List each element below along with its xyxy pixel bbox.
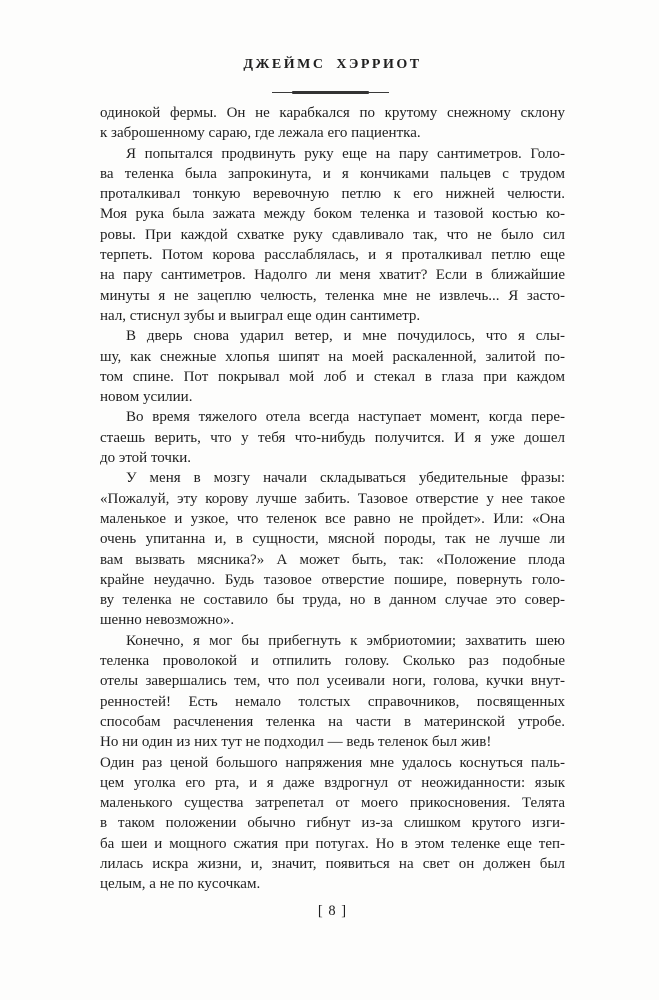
- text-line: до этой точки.: [100, 450, 192, 467]
- text-line: одинокой фермы. Он не карабкался по крутому снежному склону: [100, 105, 565, 121]
- text-line: Один раз ценой большого напряжения мне удалось коснуться паль-: [100, 754, 565, 771]
- text-block: [100, 103, 565, 895]
- page-number: [ 8 ]: [317, 903, 348, 919]
- text-line: стаешь верить, что у тебя что-нибудь получится. И я уже дошел: [100, 429, 565, 446]
- text-line: ба шеи и мощного сжатия при потугах. Но в этом теленке еще теп-: [100, 835, 565, 852]
- text-line: теленка проволокой и отпилить голову. Сколько раз подобные: [100, 653, 565, 670]
- text-line: Во время тяжелого отела всегда наступает момент, когда пере-: [126, 409, 565, 426]
- text-line: В дверь снова ударил ветер, и мне почудилось, что я слы-: [126, 328, 565, 345]
- text-line: том спине. Пот покрывал мой лоб и стекал в глаза при каждом: [100, 368, 565, 385]
- paragraph: [100, 631, 565, 753]
- text-line: очень упитанна и, в сущности, мясной породы, так не лучше ли: [100, 531, 565, 548]
- paragraph: [100, 407, 565, 468]
- text-line: ву теленка не составило бы труда, но в данном случае это совер-: [100, 592, 565, 609]
- text-line: Но ни один из них тут не подходил — ведь теленок был жив!: [100, 734, 492, 751]
- text-line: целым, а не по кусочкам.: [100, 876, 261, 893]
- text-line: цем уголка его рта, и я даже вздрогнул от неожиданности: язык: [100, 774, 565, 791]
- text-line: лилась искра жизни, и, значит, появиться на свет он должен был: [100, 855, 565, 872]
- text-line: проталкивал тонкую веревочную петлю к его нижней челюсти.: [100, 186, 565, 203]
- text-line: к заброшенному сараю, где лежала его пациентка.: [100, 125, 421, 142]
- text-line: шу, как снежные хлопья шипят на моей раскаленной, залитой по-: [100, 348, 565, 365]
- text-line: ровы. При каждой схватке руку сдавливало так, что не было сил: [100, 226, 565, 243]
- text-line: крайне неудачно. Будь тазовое отверстие пошире, повернуть голо-: [100, 571, 565, 588]
- text-line: нал, стиснул зубы и выиграл еще один сантиметр.: [100, 307, 421, 324]
- text-line: новом усилии.: [100, 389, 193, 406]
- text-line: способам расчленения теленка на части в материнской утробе.: [100, 713, 565, 730]
- header-rule-ornament: [272, 90, 389, 94]
- paragraph: [100, 103, 565, 144]
- header-rule-thick-line: [292, 91, 369, 94]
- text-line: минуты я не зацеплю челюсть, теленка мне не извлечь... Я засто-: [100, 287, 565, 304]
- text-line: шенно невозможно».: [100, 612, 235, 629]
- text-line: ва теленка была запрокинута, и я кончиками пальцев с трудом: [100, 165, 565, 182]
- paragraph: [100, 326, 565, 407]
- paragraph: [100, 144, 565, 327]
- text-line: маленького существа затрепетал от моего прикосновения. Телята: [100, 795, 565, 812]
- text-line: вам вызвать мясника?» А может быть, так: «Положение плода: [100, 551, 565, 568]
- text-line: Моя рука была зажата между боком теленка и тазовой костью ко-: [100, 206, 565, 223]
- text-line: в таком положении обычно гибнут из-за слишком крутого изги-: [100, 815, 565, 832]
- text-line: ренностей! Есть немало толстых справочников, посвященных: [100, 693, 565, 710]
- running-head-author: ДЖЕЙМС ХЭРРИОТ: [243, 57, 422, 72]
- text-line: У меня в мозгу начали складываться убедительные фразы:: [126, 470, 565, 487]
- text-line: «Пожалуй, эту корову лучше забить. Тазовое отверстие у нее такое: [100, 490, 565, 507]
- paragraph: [100, 753, 565, 895]
- text-line: Я попытался продвинуть руку еще на пару сантиметров. Голо-: [126, 145, 565, 162]
- text-line: отелы завершались тем, что пол усеивали ноги, голова, кучки внут-: [100, 673, 565, 690]
- text-line: на пару сантиметров. Надолго ли меня хватит? Если в ближайшие: [100, 267, 565, 284]
- paragraph: [100, 468, 565, 630]
- text-line: терпеть. Потом корова расслаблялась, и я проталкивал петлю еще: [100, 247, 565, 264]
- text-line: Конечно, я мог бы прибегнуть к эмбриотомии; захватить шею: [126, 632, 565, 649]
- text-line: маленькое и узкое, что теленок все равно не пройдет». Или: «Она: [100, 510, 565, 527]
